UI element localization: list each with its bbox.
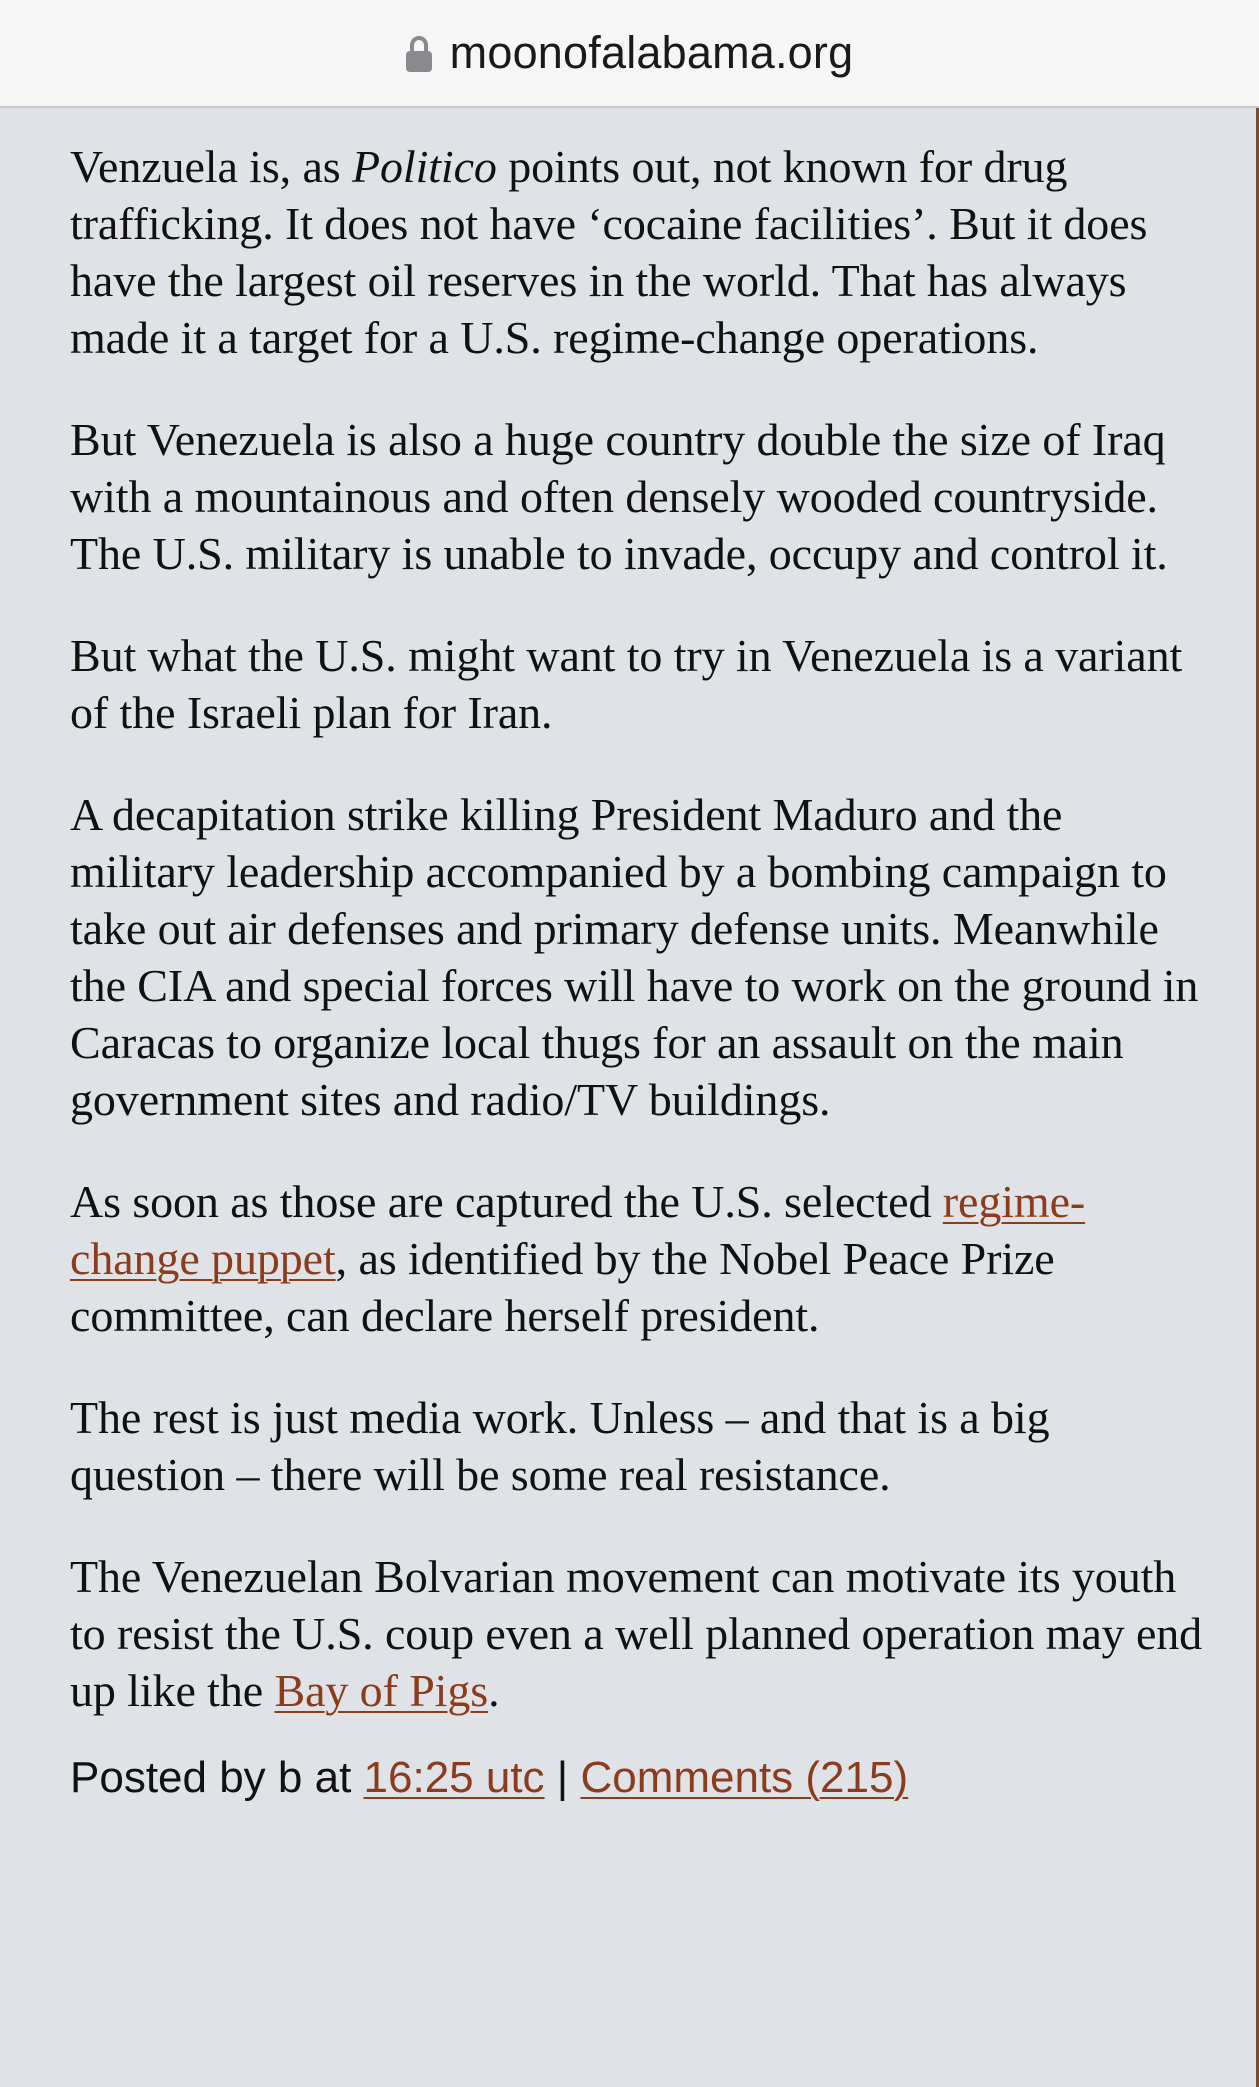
browser-address-bar[interactable] [0, 0, 1259, 108]
posted-by-label: Posted by b at [70, 1753, 364, 1802]
paragraph-5 [70, 1173, 1210, 1344]
post-footer [70, 1750, 1210, 1806]
comments-link[interactable]: Comments (215) [580, 1753, 909, 1802]
lock-icon [406, 36, 432, 72]
p1-publication-name: Politico [351, 141, 497, 192]
post-time-link[interactable]: 16:25 utc [363, 1753, 545, 1802]
bay-of-pigs-link[interactable]: Bay of Pigs [274, 1665, 489, 1716]
regime-change-puppet-link[interactable]: regime-change puppet [70, 1176, 1086, 1284]
p5-text-after: , as identified by the Nobel Peace Prize committee, can declare herself president. [70, 1233, 1055, 1341]
paragraph-4: A decapitation strike killing President Maduro and the military leadership accompanied by a bombing campaign to take out air defenses and primary defense units. Meanwhile the CIA and special forces will have to work on the ground in Caracas to organize local thugs for an assault on the main government sites and radio/TV buildings. [70, 789, 1199, 1125]
paragraph-2: But Venezuela is also a huge country double the size of Iraq with a mountainous and often densely wooded countryside. The U.S. military is unable to invade, occupy and control it. [70, 414, 1168, 579]
paragraph-7 [70, 1548, 1210, 1719]
p1-text-after: points out, not known for drug trafficking. It does not have ‘cocaine facilities’. But it does have the largest oil reserves in the world. That has always made it a target for a U.S. regime-change operations. [70, 141, 1148, 363]
p7-text-before: The Venezuelan Bolvarian movement can motivate its youth to resist the U.S. coup even a well planned operation may end up like the [70, 1551, 1203, 1716]
p5-text-before: As soon as those are captured the U.S. selected [70, 1176, 943, 1227]
url-domain[interactable]: moonofalabama.org [449, 27, 854, 78]
paragraph-1 [70, 138, 1210, 366]
p7-text-after: . [488, 1665, 500, 1716]
p1-text-before: Venzuela is, as [70, 141, 352, 192]
paragraph-3: But what the U.S. might want to try in Venezuela is a variant of the Israeli plan for Iran. [70, 630, 1183, 738]
paragraph-6: The rest is just media work. Unless – and that is a big question – there will be some real resistance. [70, 1392, 1050, 1500]
footer-separator: | [544, 1753, 581, 1802]
article-body [70, 138, 1210, 1806]
